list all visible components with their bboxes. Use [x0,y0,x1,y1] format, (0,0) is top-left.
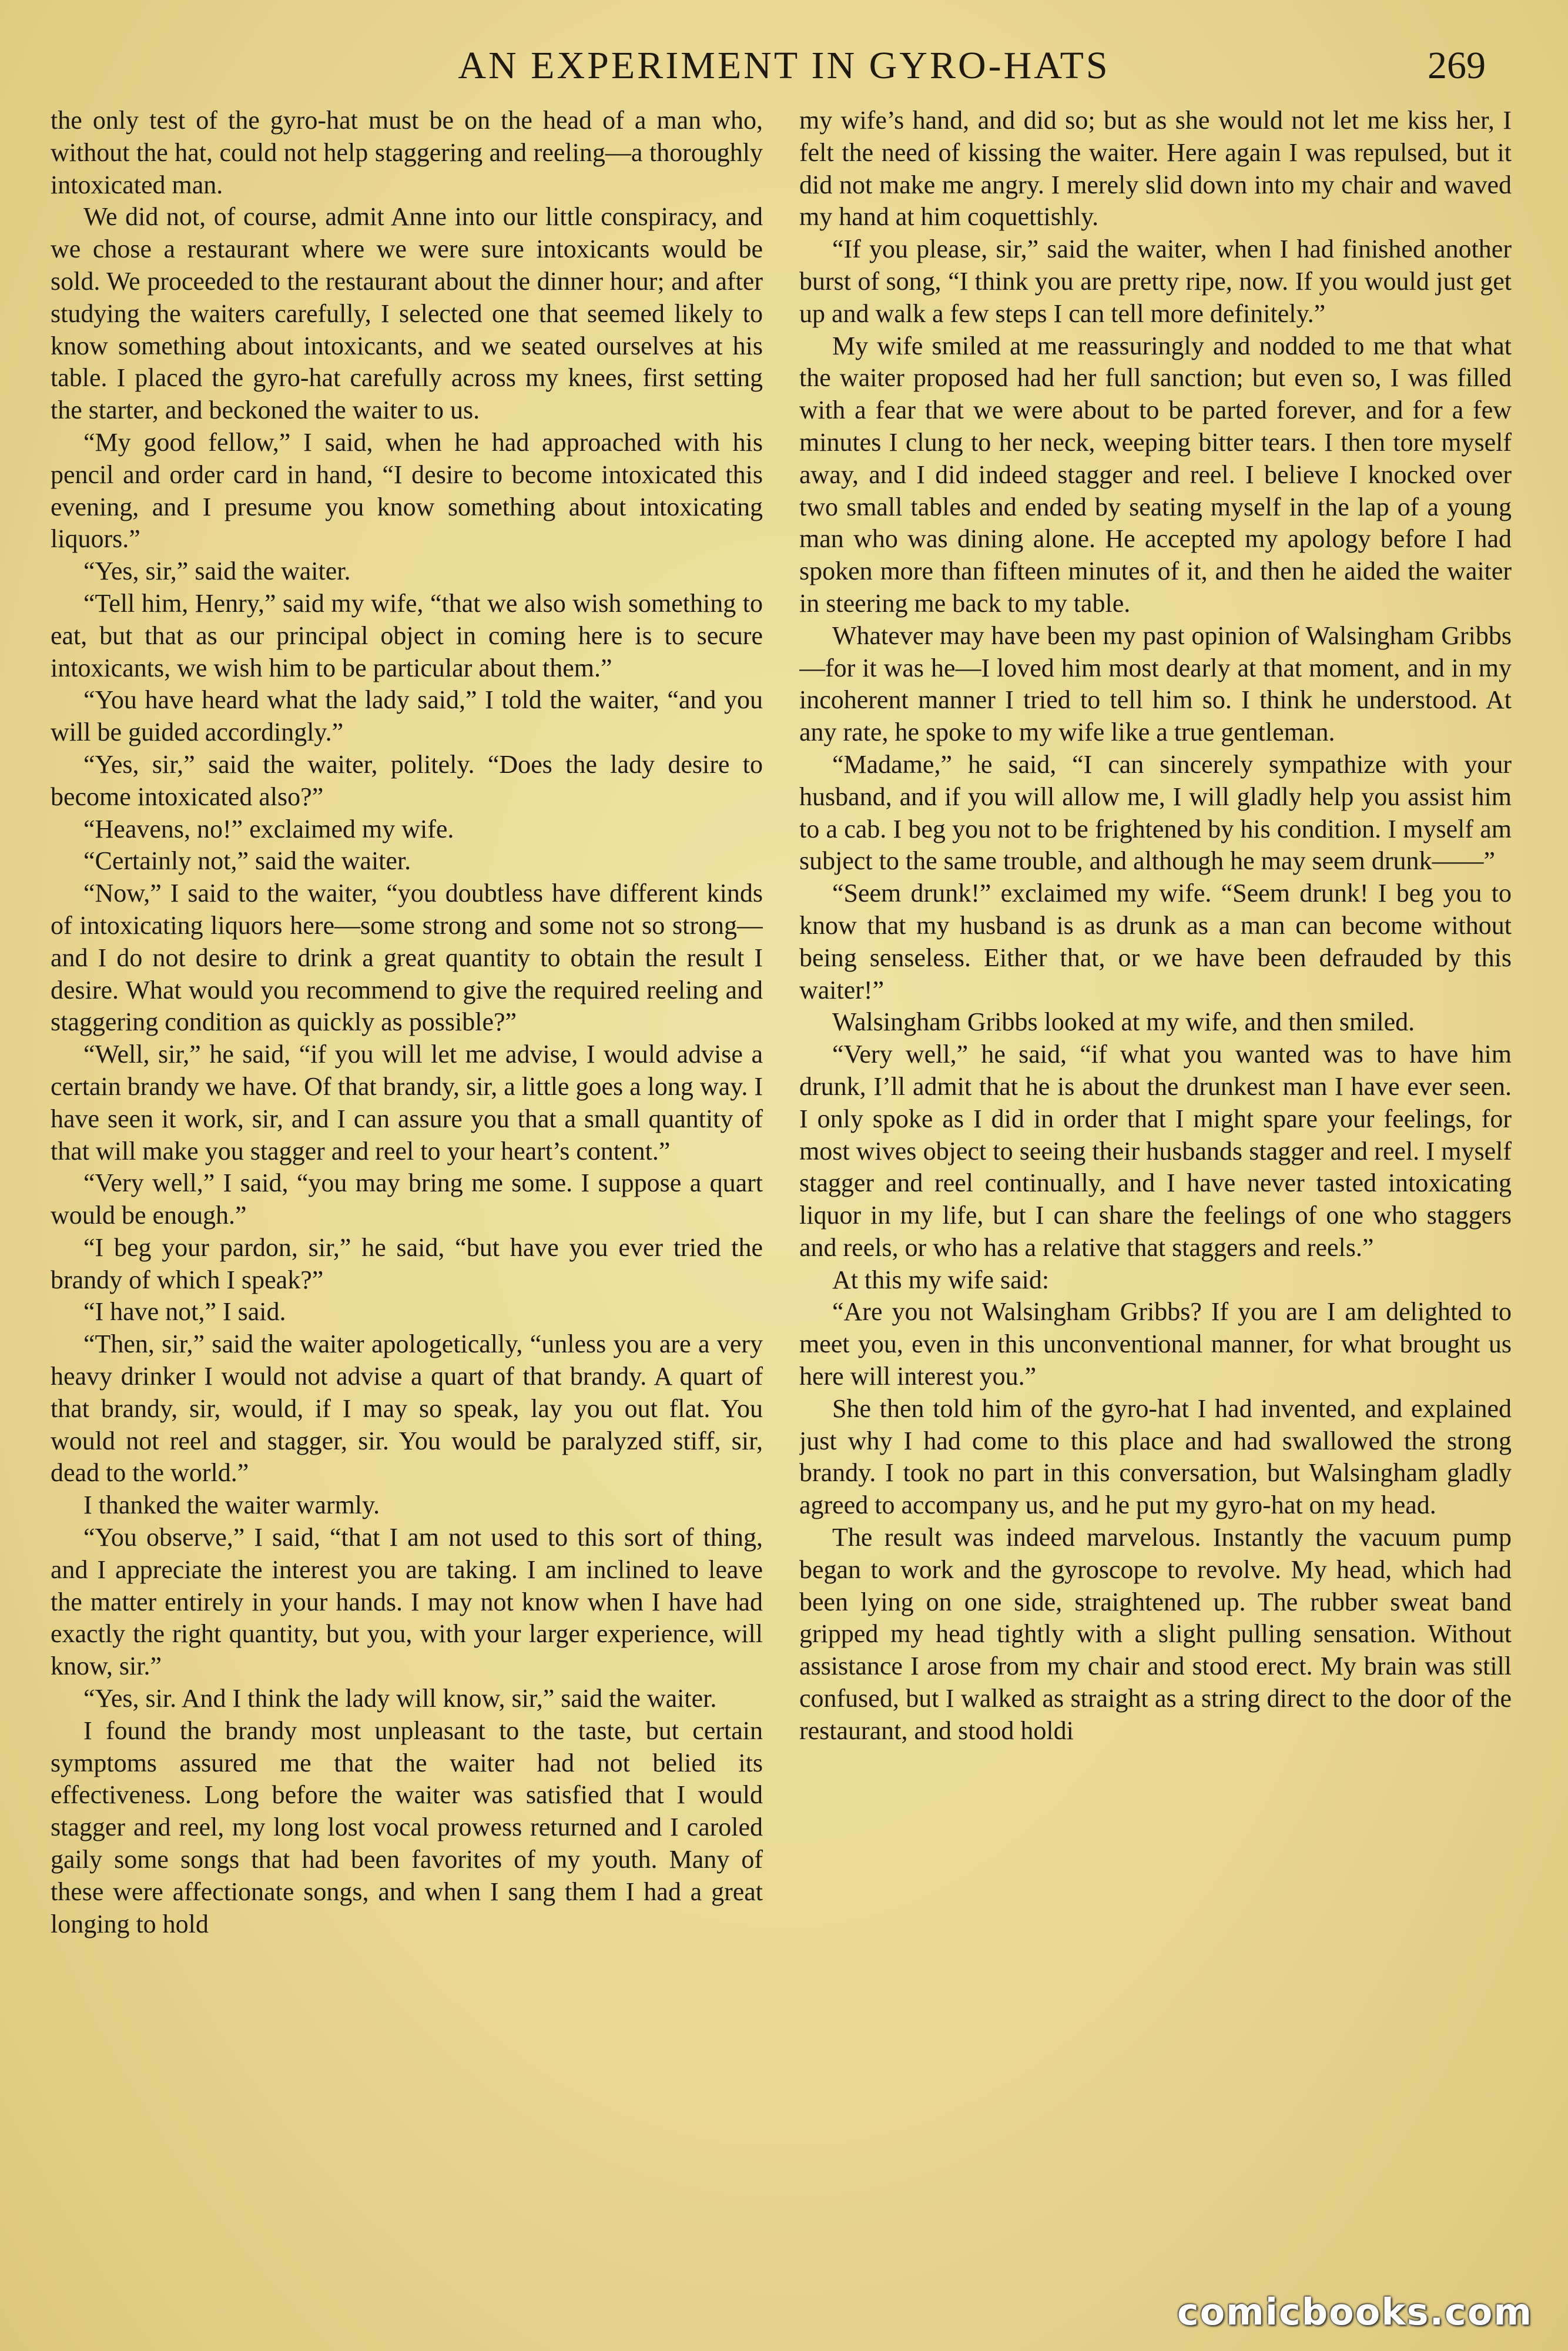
page-header [35,36,1533,95]
paragraph: “Certainly not,” said the waiter. [83,846,411,876]
paragraph: “Seem drunk!” exclaimed my wife. “Seem drunk! I beg you to know that my husband is as drunk as a man can become without being senseless. Either that, or we have been defrauded by this waiter!” [799,879,1512,1004]
paragraph: my wife’s hand, and did so; but as she would not let me kiss her, I felt the need of kissing the waiter. Here again I was repulsed, but it did not make me angry. I merely slid down into my chair and waved my hand at him coquettishly. [799,106,1512,232]
running-title: AN EXPERIMENT IN GYRO-HATS [458,44,1110,87]
paragraph: “I beg your pardon, sir,” he said, “but have you ever tried the brandy of which I speak?” [51,1233,763,1294]
paragraph: the only test of the gyro-hat must be on the head of a man who, without the hat, could not help staggering and reeling—a thoroughly intoxicated man. [51,106,763,199]
paragraph: “You observe,” I said, “that I am not used to this sort of thing, and I appreciate the interest you are taking. I am inclined to leave the matter entirely in your hands. I may not know when I have had exactly the right quantity, but you, with your larger experience, will know, sir.” [51,1523,763,1681]
paragraph: “I have not,” I said. [83,1297,286,1327]
paragraph: “Madame,” he said, “I can sincerely sympathize with your husband, and if you will allow me, I will gladly help you assist him to a cab. I beg you not to be frightened by his condition. I myself am subject to the same trouble, and although he may seem drunk——” [799,749,1512,876]
paragraph: At this my wife said: [832,1265,1050,1294]
paragraph: “Very well,” I said, “you may bring me some. I suppose a quart would be enough.” [51,1168,763,1230]
paragraph: “Yes, sir. And I think the lady will know, sir,” said the waiter. [83,1684,717,1713]
paragraph: “You have heard what the lady said,” I told the waiter, “and you will be guided accordingly.” [51,685,763,747]
paragraph: “Yes, sir,” said the waiter, politely. “Does the lady desire to become intoxicated also?” [51,749,763,811]
paragraph: Walsingham Gribbs looked at my wife, and then smiled. [832,1007,1415,1037]
paragraph: “Well, sir,” he said, “if you will let me advise, I would advise a certain brandy we have. Of that brandy, sir, a little goes a long way. I have seen it work, sir, and I can assure you that a small quantity of that will make you stagger and reel to your heart’s content.” [51,1040,763,1166]
paragraph: “Now,” I said to the waiter, “you doubtless have different kinds of intoxicating liquors here—some strong and some not so strong—and I do not desire to drink a great quantity to obtain the result I desire. What would you recommend to give the required reeling and staggering condition as quickly as possible?” [51,879,763,1037]
paragraph: “Yes, sir,” said the waiter. [83,557,351,586]
paragraph: “Are you not Walsingham Gribbs? If you are I am delighted to meet you, even in this unconventional manner, for what brought us here will interest you.” [799,1297,1512,1391]
site-watermark: comicbooks.com [1177,2290,1533,2333]
page-number: 269 [1428,44,1486,87]
paragraph: “Tell him, Henry,” said my wife, “that we also wish something to eat, but that as our principal object in coming here is to secure intoxicants, we wish him to be particular about them.” [51,588,763,682]
paragraph: “Very well,” he said, “if what you wanted was to have him drunk, I’ll admit that he is about the drunkest man I have ever seen. I only spoke as I did in order that I might spare your feelings, for most wives object to seeing their husbands stagger and reel. I myself stagger and reel continually, and I have never tasted intoxicating liquor in my life, but I can share the feelings of one who staggers and reels, or who has a relative that staggers and reels.” [799,1040,1512,1262]
right-column [799,105,1512,2309]
paragraph: “If you please, sir,” said the waiter, when I had finished another burst of song, “I think you are pretty ripe, now. If you would just get up and walk a few steps I can tell more definitely.” [799,235,1512,328]
paragraph: The result was indeed marvelous. Instantly the vacuum pump began to work and the gyroscope to revolve. My head, which had been lying on one side, straightened up. The rubber sweat band gripped my head tightly with a slight pulling sensation. Without assistance I arose from my chair and stood erect. My brain was still confused, but I walked as straight as a string direct to the door of the restaurant, and stood holdi [799,1523,1512,1745]
left-column [51,105,763,2309]
paragraph: I thanked the waiter warmly. [83,1491,380,1520]
paragraph: My wife smiled at me reassuringly and nodded to me that what the waiter proposed had her full sanction; but even so, I was filled with a fear that we were about to be parted forever, and for a few minutes I clung to her neck, weeping bitter tears. I then tore myself away, and I did indeed stagger and reel. I believe I knocked over two small tables and ended by seating myself in the lap of a young man who was dining alone. He accepted my apology before I had spoken more than fifteen minutes of it, and then he aided the waiter in steering me back to my table. [799,331,1512,618]
paragraph: “Heavens, no!” exclaimed my wife. [83,814,454,843]
paragraph: Whatever may have been my past opinion of Walsingham Gribbs—for it was he—I loved him most dearly at that moment, and in my incoherent manner I tried to tell him so. I think he understood. At any rate, he spoke to my wife like a true gentleman. [799,621,1512,747]
paragraph: “My good fellow,” I said, when he had approached with his pencil and order card in hand, “I desire to become intoxicated this evening, and I presume you know something about intoxicating liquors.” [51,427,763,554]
paragraph: We did not, of course, admit Anne into our little conspiracy, and we chose a restaurant where we were sure intoxicants would be sold. We proceeded to the restaurant about the dinner hour; and after studying the waiters carefully, I selected one that seemed likely to know something about intoxicants, and we seated ourselves at his table. I placed the gyro-hat carefully across my knees, first setting the starter, and beckoned the waiter to us. [51,202,763,425]
paragraph: “Then, sir,” said the waiter apologetically, “unless you are a very heavy drinker I would not advise a quart of that brandy. A quart of that brandy, sir, would, if I may so speak, lay you out flat. You would not reel and stagger, sir. You would be paralyzed stiff, sir, dead to the world.” [51,1329,763,1488]
paragraph: She then told him of the gyro-hat I had invented, and explained just why I had come to this place and had swallowed the strong brandy. I took no part in this conversation, but Walsingham gladly agreed to accompany us, and he put my gyro-hat on my head. [799,1394,1512,1520]
paragraph: I found the brandy most unpleasant to the taste, but certain symptoms assured me that the waiter had not belied its effectiveness. Long before the waiter was satisfied that I would stagger and reel, my long lost vocal prowess returned and I caroled gaily some songs that had been favorites of my youth. Many of these were affectionate songs, and when I sang them I had a great longing to hold [51,1716,763,1938]
